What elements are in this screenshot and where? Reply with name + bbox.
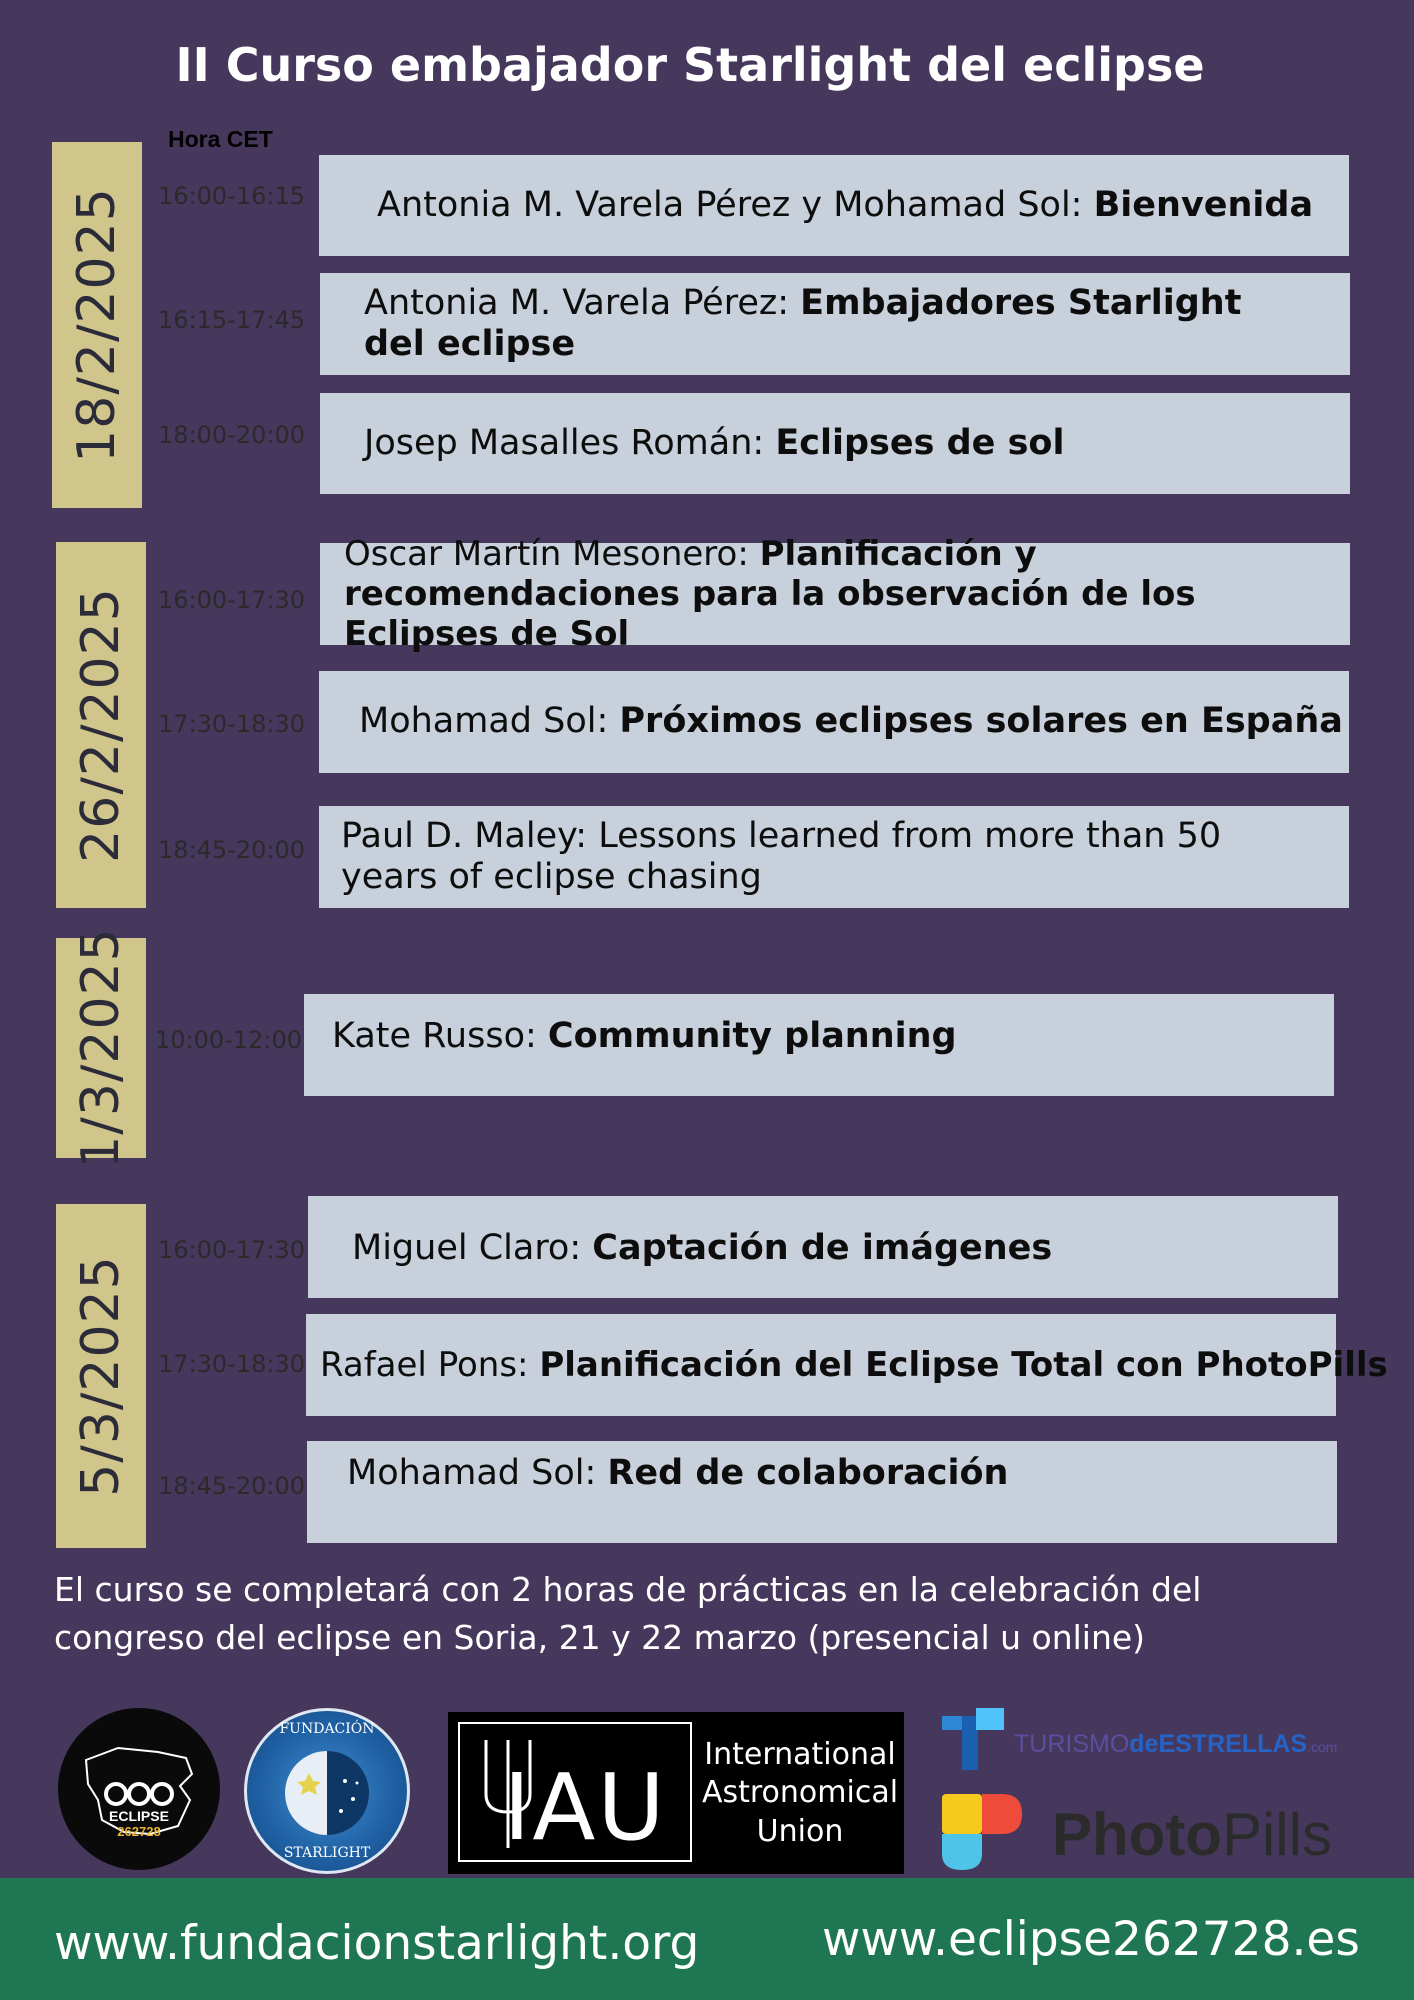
eclipse-logo-text: ECLIPSE — [109, 1808, 169, 1824]
eclipse-logo-number: 262728 — [117, 1824, 161, 1839]
photopills-icon — [940, 1792, 1024, 1872]
session-card — [308, 1196, 1338, 1298]
photopills-part-1: Photo — [1052, 1801, 1222, 1868]
session-topic: Bienvenida — [1093, 184, 1314, 225]
session-time: 18:00-20:00 — [158, 421, 305, 449]
session-card — [320, 533, 1350, 655]
session-speaker: Miguel Claro: — [352, 1228, 593, 1268]
session-topic: Red de colaboración — [607, 1453, 1009, 1493]
session-speaker: Antonia M. Varela Pérez: — [364, 282, 801, 323]
session-speaker: Josep Masalles Román: — [364, 422, 776, 463]
session-card — [304, 994, 1334, 1096]
session-speaker: Mohamad Sol: — [347, 1453, 608, 1493]
session-time: 10:00-12:00 — [155, 1026, 302, 1054]
date-label: 5/3/2025 — [71, 1255, 131, 1497]
session-topic: Embajadores Starlight del eclipse — [364, 282, 1242, 364]
session-time: 18:45-20:00 — [158, 836, 305, 864]
session-speaker: Mohamad Sol: — [359, 701, 620, 742]
fundacion-starlight-logo — [244, 1708, 410, 1874]
iau-mark-box — [458, 1722, 692, 1862]
session-topic: Captación de imágenes — [592, 1228, 1053, 1268]
session-topic: Próximos eclipses solares en España — [619, 701, 1343, 742]
turismo-de-estrellas-logo — [936, 1708, 1356, 1778]
page-title: II Curso embajador Starlight del eclipse — [175, 38, 1205, 92]
session-speaker: Oscar Martín Mesonero: — [344, 533, 760, 574]
course-note: El curso se completará con 2 horas de prácticas en la celebración del congreso del eclipse en Soria, 21 y 22 marzo (presencial u online) — [54, 1570, 1202, 1657]
session-topic: Planificación y recomendaciones para la observación de los Eclipses de Sol — [344, 533, 1196, 655]
turismo-logo-text — [1014, 1730, 1337, 1759]
iau-mark: IAU — [503, 1754, 667, 1861]
spain-map-icon — [58, 1708, 220, 1870]
date-label: 18/2/2025 — [67, 187, 127, 463]
date-band-day-3 — [56, 927, 146, 1169]
session-card — [319, 671, 1349, 773]
iau-line-3: Union — [756, 1813, 844, 1849]
session-time: 16:15-17:45 — [158, 306, 305, 334]
session-card — [306, 1314, 1388, 1416]
footer-bar — [0, 1878, 1414, 2000]
photopills-logo-text — [1052, 1800, 1332, 1869]
session-time: 16:00-16:15 — [158, 182, 305, 210]
session-speaker: Rafael Pons: — [320, 1344, 540, 1385]
session-card — [320, 393, 1350, 494]
session-topic: Eclipses de sol — [775, 422, 1065, 463]
session-speaker: Antonia M. Varela Pérez y Mohamad Sol: — [377, 184, 1094, 225]
footer-link-fundacion[interactable]: www.fundacionstarlight.org — [54, 1916, 700, 1971]
session-topic: Community planning — [547, 1016, 957, 1056]
date-label: 26/2/2025 — [71, 587, 131, 863]
fundacion-logo-top: FUNDACIÓN — [279, 1721, 375, 1737]
iau-name — [700, 1736, 900, 1851]
iau-line-2: Astronomical — [701, 1775, 899, 1811]
turismo-part-3: .com — [1307, 1739, 1338, 1755]
session-speaker: Paul D. Maley: Lessons learned from more than 50 years of eclipse chasing — [341, 815, 1222, 897]
turismo-t-icon — [936, 1708, 1010, 1774]
session-time: 16:00-17:30 — [158, 1236, 305, 1264]
session-card — [319, 155, 1349, 256]
session-card — [307, 1441, 1337, 1543]
fundacion-logo-bottom: STARLIGHT — [283, 1845, 371, 1861]
iau-logo — [448, 1712, 904, 1874]
session-time: 17:30-18:30 — [158, 710, 305, 738]
date-band-day-4 — [56, 1204, 146, 1548]
iau-line-1: International — [704, 1737, 896, 1772]
session-card — [319, 806, 1349, 908]
eclipse-262728-logo — [58, 1708, 220, 1870]
photopills-part-2: Pills — [1221, 1801, 1332, 1868]
session-time: 17:30-18:30 — [158, 1350, 305, 1378]
session-time: 18:45-20:00 — [158, 1472, 305, 1500]
turismo-part-1: TURISMO — [1014, 1730, 1130, 1758]
date-band-day-2 — [56, 542, 146, 908]
time-zone-label: Hora CET — [168, 126, 273, 152]
date-label: 1/3/2025 — [71, 927, 131, 1169]
turismo-part-2: deESTRELLAS — [1129, 1730, 1308, 1758]
session-time: 16:00-17:30 — [158, 586, 305, 614]
footer-link-eclipse[interactable]: www.eclipse262728.es — [822, 1912, 1360, 1967]
session-topic: Planificación del Eclipse Total con PhotoPills — [539, 1344, 1388, 1385]
session-speaker: Kate Russo: — [332, 1016, 548, 1056]
photopills-logo — [940, 1792, 1360, 1872]
date-band-day-1 — [52, 142, 142, 508]
session-card — [320, 273, 1350, 375]
